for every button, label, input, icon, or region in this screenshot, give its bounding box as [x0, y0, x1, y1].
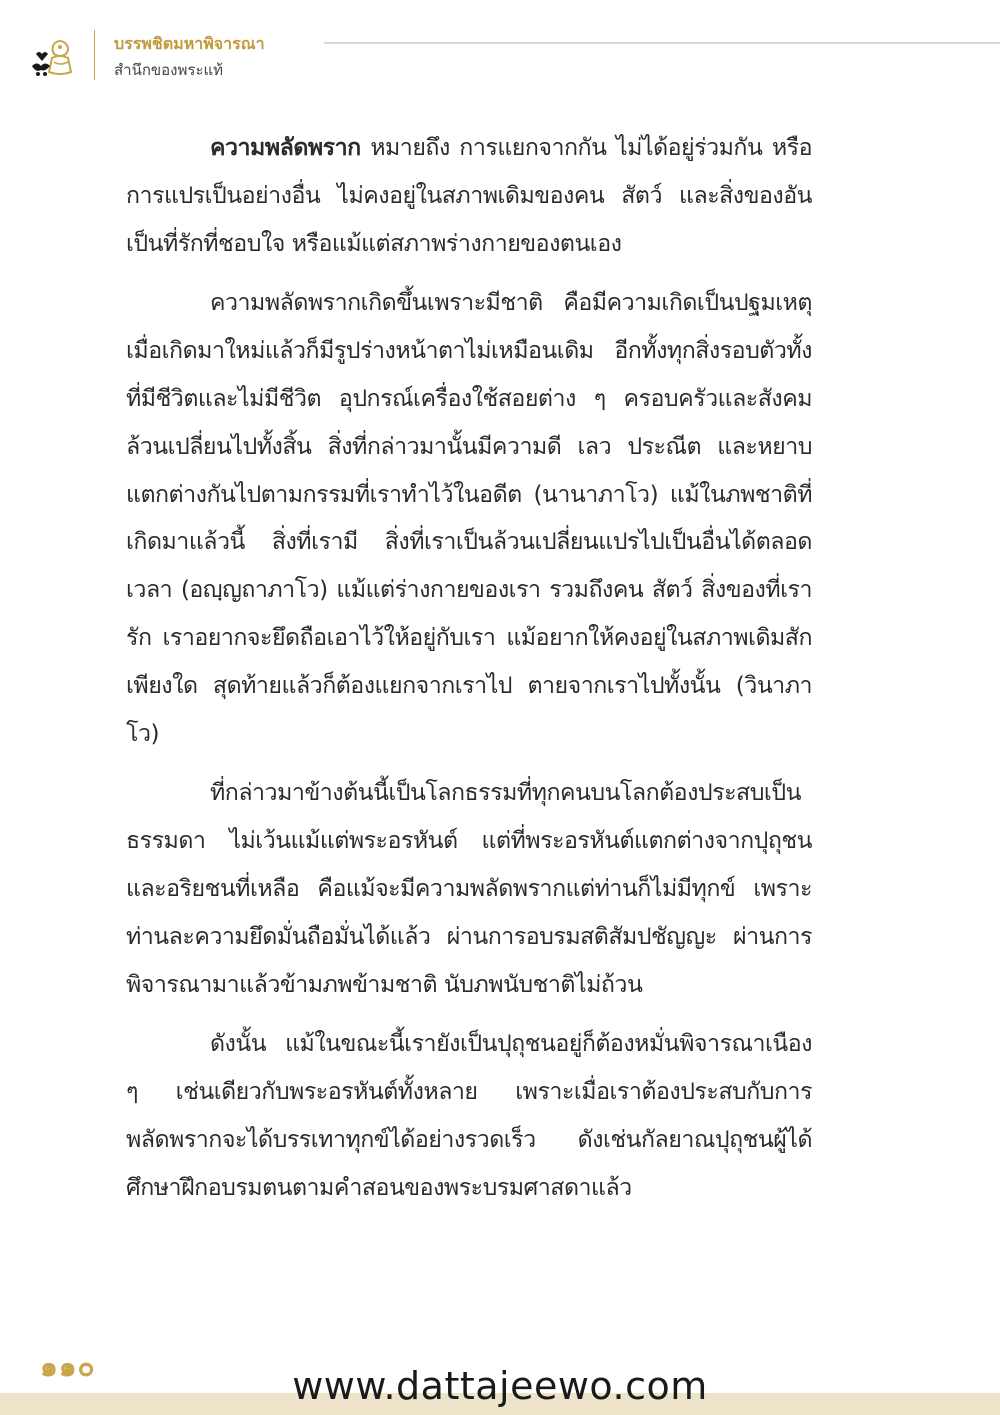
footer-url: www.dattajeewo.com: [292, 1364, 708, 1408]
paragraph-1-text: หมายถึง การแยกจากกัน ไม่ได้อยู่ร่วมกัน หรือการแปรเป็นอย่างอื่น ไม่คงอยู่ในสภาพเดิมของคน สัตว์ และสิ่งของอันเป็นที่รักที่ชอบใจ หรือแม้แต่สภาพร่างกายของตนเอง: [126, 134, 812, 257]
paragraph-3: ที่กล่าวมาข้างต้นนี้เป็นโลกธรรมที่ทุกคนบนโลกต้องประสบเป็นธรรมดา ไม่เว้นแม้แต่พระอรหันต์ แต่ที่พระอรหันต์แตกต่างจากปุถุชนและอริยชนที่เหลือ คือแม้จะมีความพลัดพรากแต่ท่านก็ไม่มีทุกข์ เพราะท่านละความยึดมั่นถือมั่นได้แล้ว ผ่านการอบรมสติสัมปชัญญะ ผ่านการพิจารณามาแล้วข้ามภพข้ามชาติ นับภพนับชาติไม่ถ้วน: [126, 779, 812, 998]
paragraph-4: ดังนั้น แม้ในขณะนี้เรายังเป็นปุถุชนอยู่ก็ต้องหมั่นพิจารณาเนือง ๆ เช่นเดียวกับพระอรหันต์ทั้งหลาย เพราะเมื่อเราต้องประสบกับการพลัดพรากจะได้บรรเทาทุกข์ได้อย่างรวดเร็ว ดังเช่นกัลยาณปุถุชนผู้ได้ศึกษาฝึกอบรมตนตามคำสอนของพระบรมศาสดาแล้ว: [126, 1030, 812, 1201]
header-title: บรรพชิตมหาพิจารณา: [114, 34, 265, 53]
header-divider: [94, 30, 95, 80]
defined-term: ความพลัดพราก: [210, 134, 361, 161]
header-rule: [324, 42, 1000, 44]
paragraph-1: [126, 124, 812, 267]
paragraph-2: ความพลัดพรากเกิดขึ้นเพราะมีชาติ คือมีความเกิดเป็นปฐมเหตุ เมื่อเกิดมาใหม่แล้วก็มีรูปร่างหน้าตาไม่เหมือนเดิม อีกทั้งทุกสิ่งรอบตัวทั้งที่มีชีวิตและไม่มีชีวิต อุปกรณ์เครื่องใช้สอยต่าง ๆ ครอบครัวและสังคมล้วนเปลี่ยนไปทั้งสิ้น สิ่งที่กล่าวมานั้นมีความดี เลว ประณีต และหยาบแตกต่างกันไปตามกรรมที่เราทำไว้ในอดีต (นานาภาโว) แม้ในภพชาติที่เกิดมาแล้วนี้ สิ่งที่เรามี สิ่งที่เราเป็นล้วนเปลี่ยนแปรไปเป็นอื่นได้ตลอดเวลา (อญฺญถาภาโว) แม้แต่ร่างกายของเรา รวมถึงคน สัตว์ สิ่งของที่เรารัก เราอยากจะยึดถือเอาไว้ให้อยู่กับเรา แม้อยากให้คงอยู่ในสภาพเดิมสักเพียงใด สุดท้ายแล้วก็ต้องแยกจากเราไป ตายจากเราไปทั้งนั้น (วินาภาโว): [126, 289, 812, 747]
page-header: [28, 26, 1000, 86]
body-text: [126, 124, 812, 1224]
page-number: ๑๑๐: [40, 1350, 96, 1383]
monk-meditation-logo-icon: [28, 36, 86, 80]
header-subtitle: สำนึกของพระแท้: [114, 61, 224, 79]
